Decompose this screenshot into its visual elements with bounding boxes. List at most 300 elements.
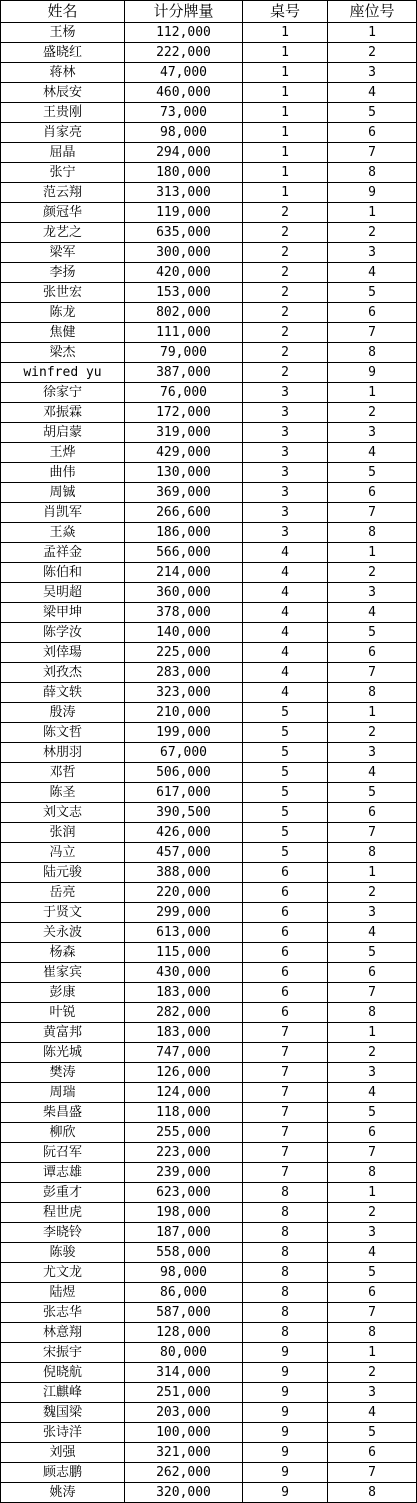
chip-count-cell: 239,000 [125,1163,243,1183]
chip-count-cell: 558,000 [125,1243,243,1263]
table-row [1,1423,417,1443]
seat-number-cell: 4 [328,263,417,283]
player-name-cell: 邓哲 [1,763,125,783]
player-name-cell: 王杨 [1,23,125,43]
table-row [1,1463,417,1483]
chip-count-cell: 153,000 [125,283,243,303]
chip-count-cell: 294,000 [125,143,243,163]
player-name-cell: 彭康 [1,983,125,1003]
table-row [1,843,417,863]
player-name-cell: 陈光城 [1,1043,125,1063]
chip-count-cell: 183,000 [125,983,243,1003]
table-number-cell: 3 [243,463,328,483]
table-row [1,143,417,163]
table-row [1,1123,417,1143]
header-seat-number: 座位号 [328,1,417,23]
table-row [1,1223,417,1243]
table-number-cell: 7 [243,1103,328,1123]
table-number-cell: 8 [243,1303,328,1323]
table-row [1,43,417,63]
seat-number-cell: 5 [328,1263,417,1283]
table-row [1,223,417,243]
table-row [1,563,417,583]
table-number-cell: 8 [243,1243,328,1263]
table-row [1,63,417,83]
seat-number-cell: 8 [328,163,417,183]
table-row [1,703,417,723]
table-row [1,123,417,143]
table-row [1,1323,417,1343]
player-name-cell: 李扬 [1,263,125,283]
player-name-cell: 蒋林 [1,63,125,83]
chip-count-cell: 76,000 [125,383,243,403]
table-number-cell: 3 [243,443,328,463]
player-name-cell: 杨森 [1,943,125,963]
player-name-cell: 崔家宾 [1,963,125,983]
table-number-cell: 7 [243,1143,328,1163]
player-name-cell: 宋振宇 [1,1343,125,1363]
header-row [1,1,417,23]
player-name-cell: 龙艺之 [1,223,125,243]
seat-number-cell: 5 [328,283,417,303]
chip-count-cell: 111,000 [125,323,243,343]
seat-number-cell: 2 [328,403,417,423]
table-row [1,943,417,963]
chip-count-cell: 319,000 [125,423,243,443]
table-number-cell: 2 [243,323,328,343]
chip-count-cell: 128,000 [125,1323,243,1343]
seat-number-cell: 6 [328,1283,417,1303]
seat-number-cell: 7 [328,503,417,523]
seat-number-cell: 9 [328,183,417,203]
seat-number-cell: 1 [328,703,417,723]
table-row [1,1203,417,1223]
seat-number-cell: 7 [328,143,417,163]
table-number-cell: 6 [243,903,328,923]
table-number-cell: 6 [243,1003,328,1023]
chip-count-cell: 255,000 [125,1123,243,1143]
seat-number-cell: 3 [328,243,417,263]
table-number-cell: 3 [243,383,328,403]
table-number-cell: 9 [243,1443,328,1463]
chip-count-cell: 172,000 [125,403,243,423]
chip-count-cell: 300,000 [125,243,243,263]
player-name-cell: 孟祥金 [1,543,125,563]
table-number-cell: 1 [243,43,328,63]
player-name-cell: 林意翔 [1,1323,125,1343]
seat-number-cell: 3 [328,903,417,923]
chip-count-cell: 321,000 [125,1443,243,1463]
table-number-cell: 4 [243,643,328,663]
player-name-cell: 林朋羽 [1,743,125,763]
table-number-cell: 8 [243,1203,328,1223]
chip-count-cell: 390,500 [125,803,243,823]
seat-number-cell: 8 [328,523,417,543]
chip-count-cell: 635,000 [125,223,243,243]
chip-count-cell: 180,000 [125,163,243,183]
table-number-cell: 5 [243,783,328,803]
seat-number-cell: 3 [328,1223,417,1243]
player-name-cell: 江麒峰 [1,1383,125,1403]
seat-number-cell: 2 [328,563,417,583]
table-number-cell: 4 [243,583,328,603]
table-row [1,803,417,823]
table-row [1,263,417,283]
player-name-cell: 周铖 [1,483,125,503]
table-row [1,1163,417,1183]
player-name-cell: 张志华 [1,1303,125,1323]
table-number-cell: 4 [243,683,328,703]
table-row [1,823,417,843]
table-number-cell: 8 [243,1183,328,1203]
chip-count-cell: 47,000 [125,63,243,83]
player-name-cell: 梁军 [1,243,125,263]
player-name-cell: 张世宏 [1,283,125,303]
table-number-cell: 2 [243,343,328,363]
seat-number-cell: 1 [328,203,417,223]
player-name-cell: 屈晶 [1,143,125,163]
seat-number-cell: 2 [328,1363,417,1383]
table-row [1,883,417,903]
player-name-cell: 肖家亮 [1,123,125,143]
seat-number-cell: 7 [328,1463,417,1483]
chip-count-cell: 119,000 [125,203,243,223]
seat-number-cell: 2 [328,1203,417,1223]
player-name-cell: 于贤文 [1,903,125,923]
seat-number-cell: 7 [328,983,417,1003]
seat-number-cell: 8 [328,343,417,363]
table-number-cell: 8 [243,1263,328,1283]
chip-count-cell: 214,000 [125,563,243,583]
player-name-cell: 关永波 [1,923,125,943]
chip-count-cell: 126,000 [125,1063,243,1083]
table-row [1,1143,417,1163]
seat-number-cell: 8 [328,683,417,703]
chip-count-cell: 112,000 [125,23,243,43]
seat-number-cell: 3 [328,1383,417,1403]
seat-number-cell: 4 [328,83,417,103]
chip-count-cell: 98,000 [125,1263,243,1283]
player-name-cell: 阮召军 [1,1143,125,1163]
table-number-cell: 9 [243,1463,328,1483]
chip-count-cell: 388,000 [125,863,243,883]
chip-count-cell: 251,000 [125,1383,243,1403]
table-number-cell: 1 [243,143,328,163]
seat-number-cell: 6 [328,803,417,823]
player-name-cell: 陈骏 [1,1243,125,1263]
seat-number-cell: 4 [328,603,417,623]
table-number-cell: 3 [243,403,328,423]
table-row [1,243,417,263]
player-name-cell: 黄富邦 [1,1023,125,1043]
player-name-cell: 陆煜 [1,1283,125,1303]
chip-count-cell: 187,000 [125,1223,243,1243]
table-number-cell: 9 [243,1343,328,1363]
chip-count-cell: 98,000 [125,123,243,143]
seat-number-cell: 4 [328,1403,417,1423]
player-name-cell: 冯立 [1,843,125,863]
seat-number-cell: 1 [328,863,417,883]
table-number-cell: 3 [243,503,328,523]
seat-number-cell: 3 [328,1063,417,1083]
table-number-cell: 1 [243,163,328,183]
seat-number-cell: 6 [328,483,417,503]
table-number-cell: 6 [243,863,328,883]
table-number-cell: 9 [243,1383,328,1403]
seat-number-cell: 1 [328,543,417,563]
chip-count-cell: 130,000 [125,463,243,483]
seat-number-cell: 8 [328,1323,417,1343]
player-name-cell: 徐家宁 [1,383,125,403]
table-row [1,583,417,603]
player-name-cell: 颜冠华 [1,203,125,223]
table-number-cell: 5 [243,843,328,863]
chip-count-cell: 299,000 [125,903,243,923]
player-name-cell: 肖凯军 [1,503,125,523]
player-name-cell: 彭重才 [1,1183,125,1203]
table-number-cell: 3 [243,423,328,443]
table-number-cell: 9 [243,1403,328,1423]
table-number-cell: 7 [243,1083,328,1103]
player-name-cell: 邓振霖 [1,403,125,423]
seat-number-cell: 2 [328,723,417,743]
table-number-cell: 5 [243,743,328,763]
player-name-cell: 薛文轶 [1,683,125,703]
table-row [1,83,417,103]
table-number-cell: 2 [243,243,328,263]
chip-count-cell: 429,000 [125,443,243,463]
seat-number-cell: 5 [328,1423,417,1443]
table-row [1,1083,417,1103]
table-row [1,503,417,523]
table-row [1,523,417,543]
table-row [1,723,417,743]
table-number-cell: 1 [243,83,328,103]
chip-count-cell: 186,000 [125,523,243,543]
player-name-cell: 尤文龙 [1,1263,125,1283]
table-row [1,603,417,623]
table-number-cell: 5 [243,703,328,723]
chip-count-cell: 506,000 [125,763,243,783]
seat-number-cell: 7 [328,1143,417,1163]
header-table-number: 桌号 [243,1,328,23]
player-name-cell: 陈学汝 [1,623,125,643]
table-row [1,1063,417,1083]
table-row [1,863,417,883]
chip-count-cell: 80,000 [125,1343,243,1363]
table-row [1,483,417,503]
chip-count-cell: 420,000 [125,263,243,283]
seat-number-cell: 6 [328,963,417,983]
table-row [1,543,417,563]
chip-count-cell: 320,000 [125,1483,243,1503]
player-name-cell: 林辰安 [1,83,125,103]
chip-count-cell: 426,000 [125,823,243,843]
chip-count-cell: 313,000 [125,183,243,203]
player-name-cell: 焦健 [1,323,125,343]
player-name-cell: 叶锐 [1,1003,125,1023]
table-number-cell: 6 [243,923,328,943]
player-name-cell: 周瑞 [1,1083,125,1103]
chip-count-cell: 203,000 [125,1403,243,1423]
seat-number-cell: 5 [328,623,417,643]
chip-count-cell: 100,000 [125,1423,243,1443]
table-number-cell: 2 [243,203,328,223]
chip-count-cell: 457,000 [125,843,243,863]
chip-count-cell: 266,600 [125,503,243,523]
header-name: 姓名 [1,1,125,23]
table-number-cell: 6 [243,883,328,903]
table-row [1,403,417,423]
player-name-cell: 王焱 [1,523,125,543]
seat-number-cell: 7 [328,663,417,683]
table-number-cell: 2 [243,263,328,283]
chip-count-cell: 124,000 [125,1083,243,1103]
seat-number-cell: 1 [328,1023,417,1043]
table-body [1,23,417,1503]
table-number-cell: 6 [243,983,328,1003]
chip-count-cell: 566,000 [125,543,243,563]
chip-count-cell: 283,000 [125,663,243,683]
seat-number-cell: 2 [328,1043,417,1063]
player-name-cell: 刘倖瑒 [1,643,125,663]
chip-count-cell: 387,000 [125,363,243,383]
table-number-cell: 1 [243,183,328,203]
chip-count-cell: 73,000 [125,103,243,123]
chip-count-cell: 220,000 [125,883,243,903]
table-row [1,1243,417,1263]
chip-count-cell: 378,000 [125,603,243,623]
table-row [1,183,417,203]
table-number-cell: 6 [243,963,328,983]
table-number-cell: 2 [243,283,328,303]
table-row [1,623,417,643]
table-row [1,443,417,463]
table-number-cell: 7 [243,1043,328,1063]
table-number-cell: 5 [243,723,328,743]
table-row [1,1283,417,1303]
seat-number-cell: 4 [328,1243,417,1263]
seat-number-cell: 3 [328,583,417,603]
table-number-cell: 6 [243,943,328,963]
player-name-cell: 张诗洋 [1,1423,125,1443]
table-row [1,1263,417,1283]
player-name-cell: 顾志鹏 [1,1463,125,1483]
table-row [1,683,417,703]
header-chip-count: 计分牌量 [125,1,243,23]
seat-number-cell: 9 [328,363,417,383]
chip-count-cell: 183,000 [125,1023,243,1043]
player-name-cell: 王贵刚 [1,103,125,123]
player-name-cell: 张宁 [1,163,125,183]
table-row [1,363,417,383]
table-number-cell: 5 [243,763,328,783]
player-name-cell: 魏国梁 [1,1403,125,1423]
table-row [1,1103,417,1123]
table-number-cell: 1 [243,23,328,43]
seat-number-cell: 6 [328,303,417,323]
player-name-cell: 陈圣 [1,783,125,803]
player-name-cell: 柴昌盛 [1,1103,125,1123]
table-number-cell: 4 [243,563,328,583]
player-name-cell: 刘强 [1,1443,125,1463]
player-name-cell: 殷涛 [1,703,125,723]
seat-number-cell: 5 [328,1103,417,1123]
table-number-cell: 7 [243,1123,328,1143]
table-number-cell: 3 [243,483,328,503]
chip-count-cell: 747,000 [125,1043,243,1063]
table-row [1,23,417,43]
player-name-cell: 倪晓航 [1,1363,125,1383]
seat-number-cell: 4 [328,923,417,943]
table-row [1,923,417,943]
player-name-cell: 张润 [1,823,125,843]
table-number-cell: 7 [243,1063,328,1083]
table-row [1,1183,417,1203]
seat-number-cell: 3 [328,743,417,763]
chip-count-cell: 223,000 [125,1143,243,1163]
player-name-cell: 姚涛 [1,1483,125,1503]
seat-number-cell: 4 [328,763,417,783]
table-row [1,383,417,403]
table-number-cell: 9 [243,1363,328,1383]
seat-number-cell: 4 [328,1083,417,1103]
chip-count-cell: 314,000 [125,1363,243,1383]
table-row [1,323,417,343]
table-row [1,203,417,223]
seat-number-cell: 3 [328,423,417,443]
table-row [1,1043,417,1063]
table-row [1,783,417,803]
table-row [1,423,417,443]
chip-count-cell: 323,000 [125,683,243,703]
table-row [1,983,417,1003]
player-name-cell: 樊涛 [1,1063,125,1083]
seat-number-cell: 6 [328,1443,417,1463]
table-number-cell: 4 [243,543,328,563]
chip-count-cell: 282,000 [125,1003,243,1023]
table-row [1,1343,417,1363]
seat-number-cell: 4 [328,443,417,463]
table-number-cell: 8 [243,1223,328,1243]
seat-number-cell: 8 [328,1483,417,1503]
chip-count-cell: 623,000 [125,1183,243,1203]
player-name-cell: 范云翔 [1,183,125,203]
table-number-cell: 2 [243,303,328,323]
table-number-cell: 8 [243,1283,328,1303]
table-row [1,763,417,783]
chip-count-cell: 613,000 [125,923,243,943]
player-name-cell: winfred yu [1,363,125,383]
player-name-cell: 刘文志 [1,803,125,823]
seat-number-cell: 2 [328,43,417,63]
table-number-cell: 8 [243,1323,328,1343]
seat-number-cell: 1 [328,23,417,43]
chip-count-cell: 79,000 [125,343,243,363]
seat-number-cell: 7 [328,1303,417,1323]
table-row [1,903,417,923]
chip-count-cell: 222,000 [125,43,243,63]
chip-count-cell: 360,000 [125,583,243,603]
chip-count-cell: 118,000 [125,1103,243,1123]
chip-count-cell: 199,000 [125,723,243,743]
chip-count-cell: 262,000 [125,1463,243,1483]
chip-count-cell: 115,000 [125,943,243,963]
table-row [1,663,417,683]
table-number-cell: 9 [243,1423,328,1443]
seat-number-cell: 5 [328,463,417,483]
chip-count-cell: 140,000 [125,623,243,643]
